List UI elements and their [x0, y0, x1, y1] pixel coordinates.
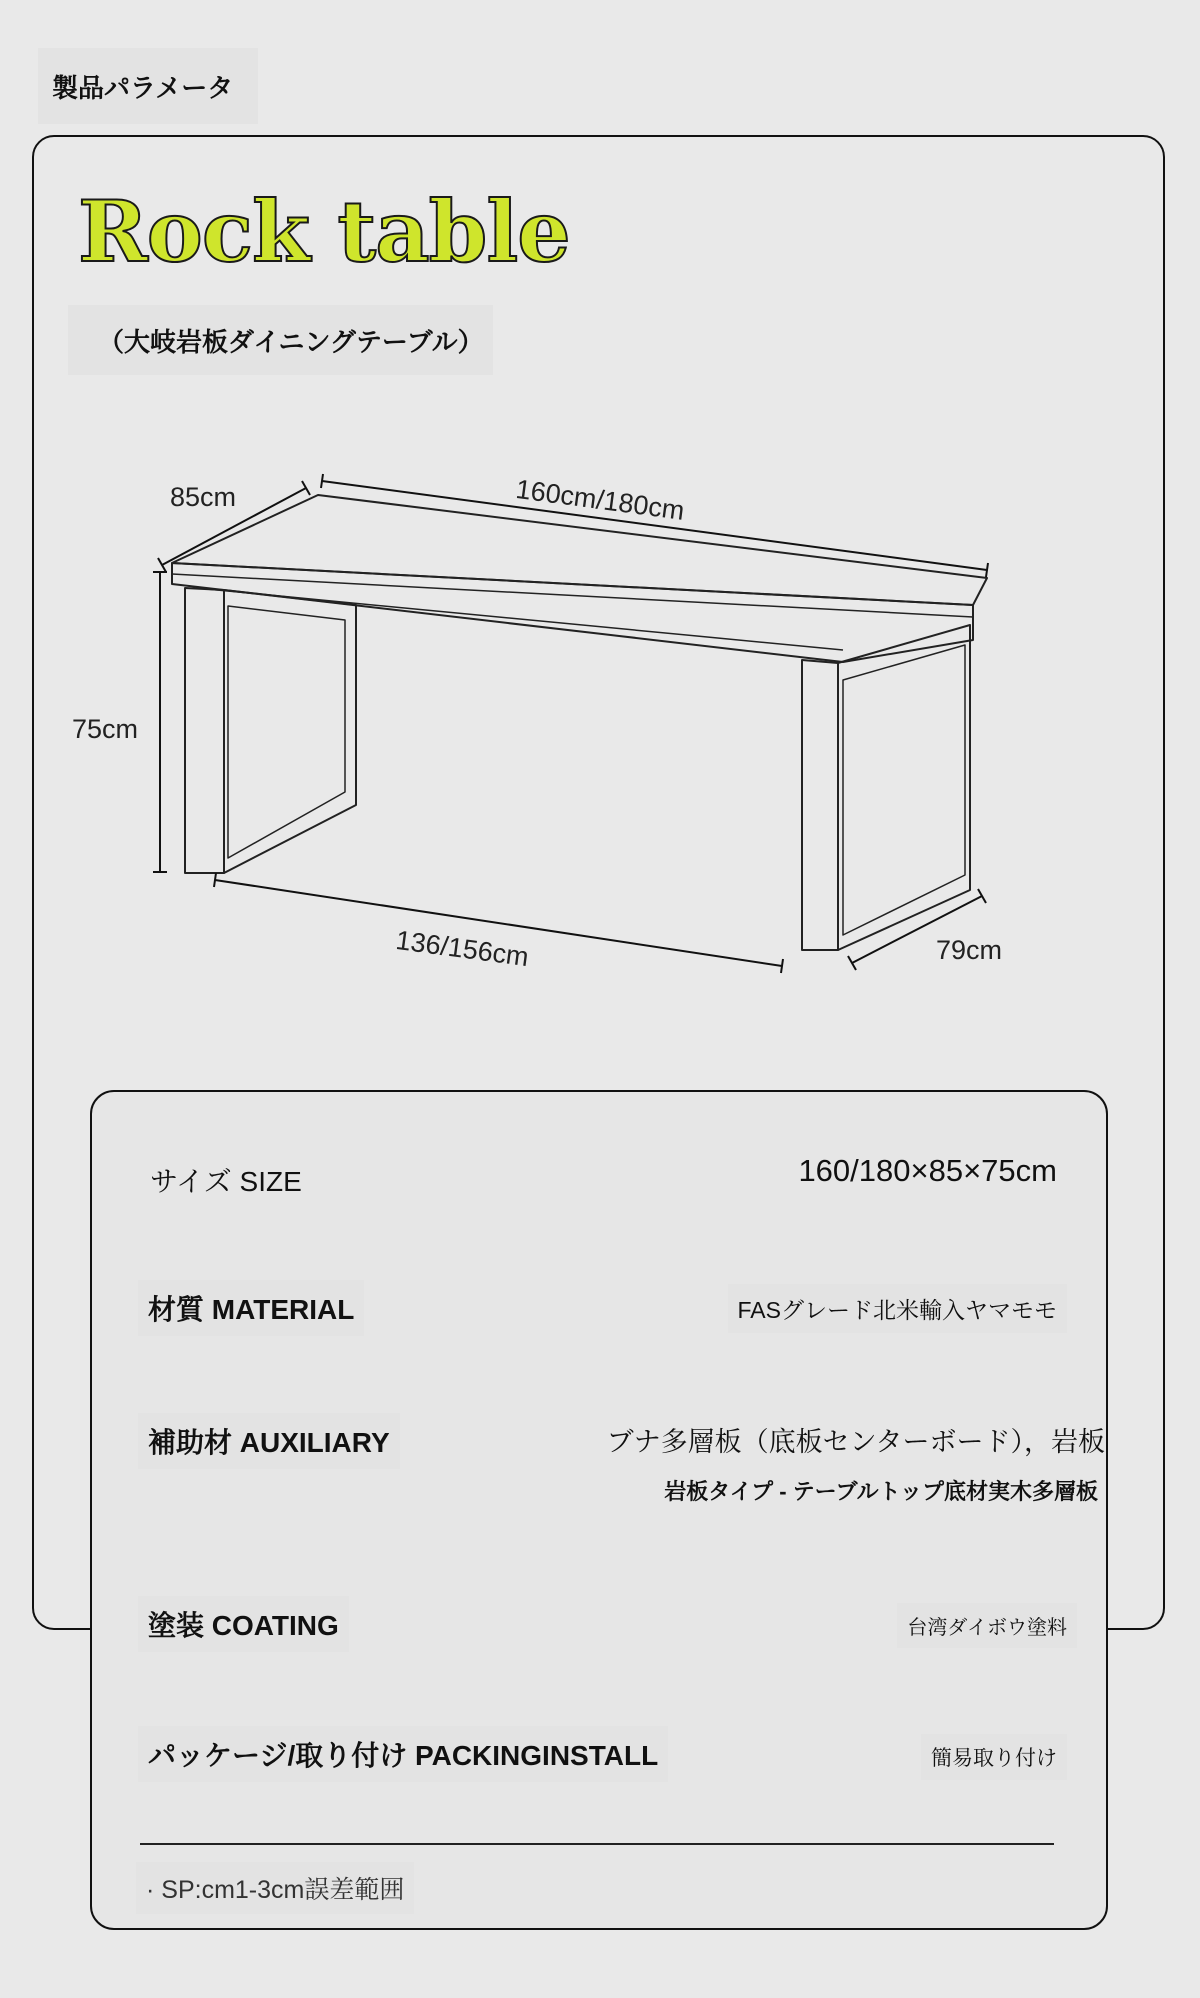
tolerance-note: · SP:cm1-3cm誤差範囲: [136, 1862, 414, 1914]
spec-card: [90, 1090, 1108, 1930]
dim-height: 75cm: [72, 714, 139, 744]
divider: [140, 1843, 1054, 1845]
right-leg: [802, 660, 838, 950]
product-subtitle: （大岐岩板ダイニングテーブル）: [68, 305, 493, 375]
dim-length-bottom: 136/156cm: [394, 925, 531, 973]
spec-label-material: 材質 MATERIAL: [138, 1280, 364, 1336]
right-leg-side: [838, 625, 970, 950]
product-title: Rock table: [78, 182, 570, 281]
spec-label-size: サイズ SIZE: [150, 1166, 302, 1197]
spec-value-auxiliary-detail: 岩板タイプ - テーブルトップ底材実木多層板: [664, 1479, 1098, 1504]
spec-value-coating: 台湾ダイボウ塗料: [897, 1603, 1077, 1648]
spec-value-auxiliary: ブナ多層板（底板センターボード），岩板: [606, 1427, 1105, 1457]
dim-length-top: 160cm/180cm: [514, 474, 687, 526]
spec-label-packing: パッケージ/取り付け PACKINGINSTALL: [138, 1726, 668, 1782]
left-leg-side: [224, 590, 356, 873]
dim-depth-top: 85cm: [170, 482, 237, 512]
spec-value-packing: 簡易取り付け: [921, 1734, 1067, 1780]
tabletop-edge: [172, 563, 973, 662]
dim-depth-bottom: 79cm: [936, 935, 1003, 965]
spec-label-auxiliary: 補助材 AUXILIARY: [138, 1413, 400, 1469]
spec-value-material: FASグレード北米輸入ヤマモモ: [728, 1284, 1067, 1333]
spec-value-size: 160/180×85×75cm: [798, 1153, 1057, 1188]
spec-label-coating: 塗装 COATING: [138, 1596, 349, 1652]
left-leg: [185, 588, 224, 873]
section-tag: 製品パラメータ: [38, 48, 258, 124]
